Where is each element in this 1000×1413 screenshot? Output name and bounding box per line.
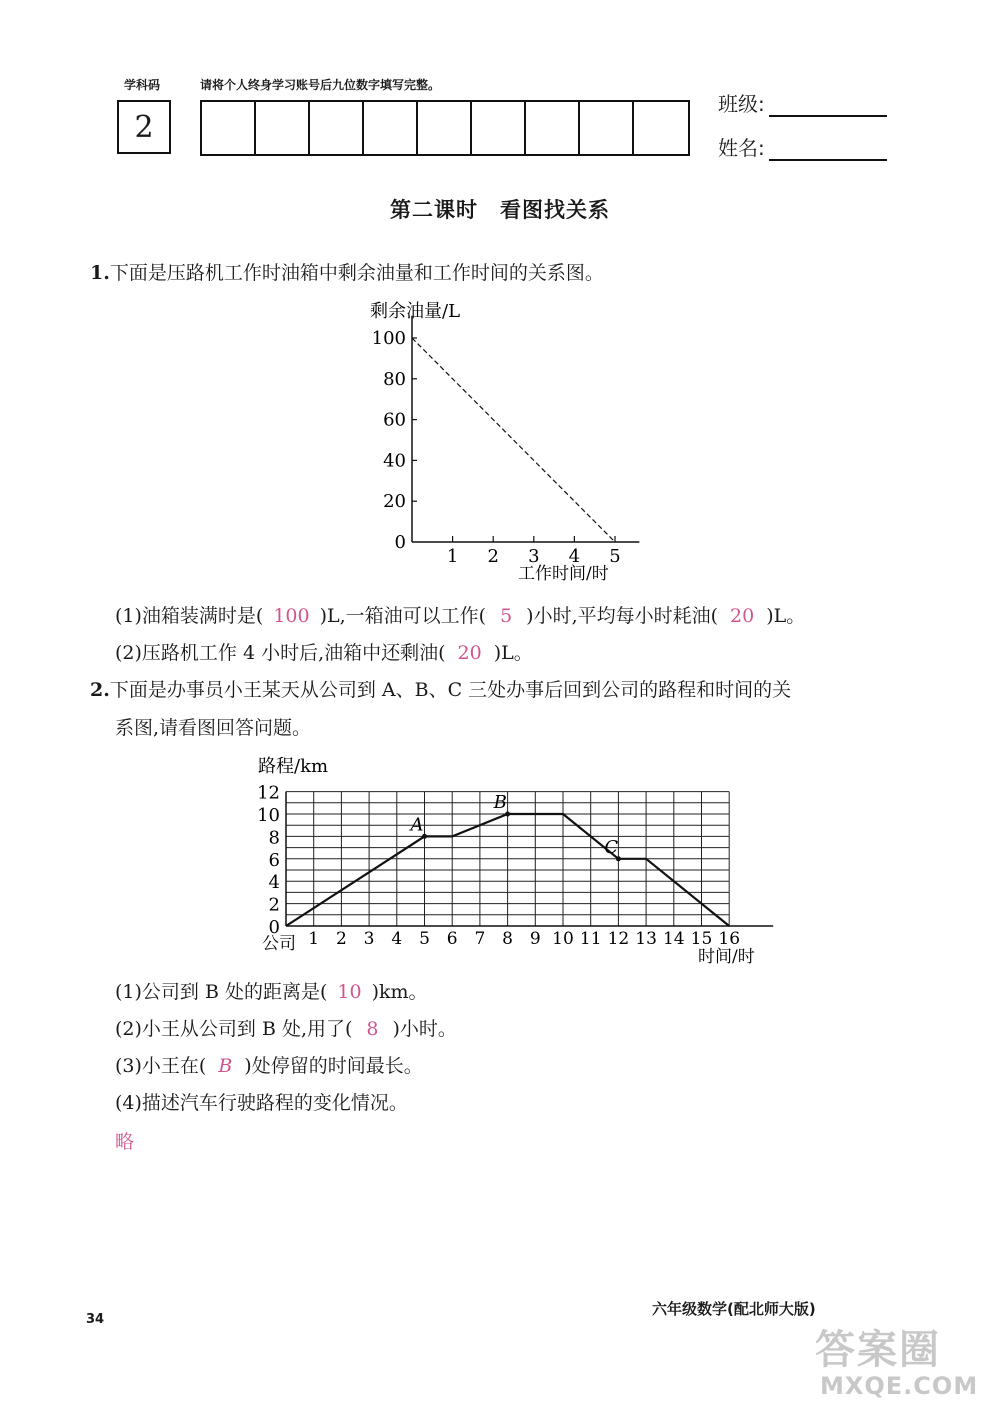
route-chart-y-tick-label: 12	[257, 782, 280, 804]
q1-sub1-answer3: 20	[730, 605, 755, 627]
q2-text-line1	[90, 672, 791, 708]
subject-code-box	[117, 100, 171, 154]
oil-chart-series	[412, 338, 615, 542]
oil-chart-x-tick-label: 3	[528, 546, 540, 567]
page-number: 34	[86, 1312, 105, 1327]
oil-chart-y-tick-label: 100	[371, 328, 406, 349]
route-chart-y-tick-label: 8	[268, 827, 280, 849]
route-chart-x-tick-label: 12	[607, 929, 630, 949]
q2-number: 2.	[90, 679, 110, 701]
route-chart-x-tick-label: 13	[635, 929, 657, 949]
q1-text	[90, 255, 604, 291]
subject-code-value: 2	[134, 109, 154, 145]
q2-stem-line1: 下面是办事员小王某天从公司到 A、B、C 三处办事后回到公司的路程和时间的关	[109, 679, 792, 701]
q2-stem-line2: 系图,请看图回答问题。	[115, 717, 312, 739]
name-blank[interactable]	[769, 139, 887, 161]
q2-sub4: (4)描述汽车行驶路程的变化情况。	[115, 1092, 408, 1114]
oil-chart-y-tick-label: 20	[383, 491, 406, 513]
q1-sub2-suffix: )L。	[493, 642, 533, 664]
oil-chart-x-ticks	[447, 536, 621, 567]
q2-sub3-prefix: (3)小王在(	[115, 1055, 207, 1077]
q2-sub3	[115, 1048, 423, 1084]
route-chart-x-ticks	[308, 929, 740, 949]
route-chart-y-tick-label: 0	[268, 917, 280, 938]
route-chart-y-tick-label: 10	[257, 805, 280, 826]
route-chart-x-tick-label: 11	[579, 929, 602, 949]
digit-box[interactable]	[634, 102, 688, 154]
oil-chart-x-tick-label: 4	[568, 546, 581, 567]
digit-box[interactable]	[526, 102, 580, 154]
oil-chart	[330, 295, 660, 590]
oil-chart-axes	[412, 316, 639, 542]
q2-sub2-suffix: )小时。	[392, 1018, 457, 1040]
route-chart-ylabel: 路程/km	[258, 756, 329, 777]
page-title: 第二课时 看图找关系	[390, 198, 610, 222]
route-chart-x-tick-label: 5	[419, 929, 430, 949]
route-chart-x-tick-label: 6	[446, 929, 458, 949]
route-chart-point-label-A: A	[410, 814, 424, 836]
q1-sub1-answer1: 100	[273, 605, 310, 627]
route-chart-x-tick-label: 8	[502, 929, 514, 949]
digit-box[interactable]	[202, 102, 256, 154]
route-chart-y-tick-label: 6	[268, 849, 280, 871]
q1-sub1-mid2: )小时,平均每小时耗油(	[526, 605, 719, 627]
q1-sub2	[115, 635, 533, 671]
account-digit-boxes[interactable]	[200, 100, 690, 156]
oil-chart-x-tick-label: 5	[609, 546, 621, 567]
route-chart-xlabel: 时间/时	[698, 947, 755, 967]
oil-chart-line	[412, 338, 615, 542]
q1-sub2-answer: 20	[457, 642, 482, 664]
name-label: 姓名:	[718, 136, 765, 160]
q2-sub1	[115, 974, 428, 1010]
digit-box[interactable]	[472, 102, 526, 154]
class-blank[interactable]	[769, 95, 887, 117]
q2-sub1-answer: 10	[337, 981, 362, 1003]
oil-chart-y-ticks	[372, 328, 417, 553]
route-chart-x-tick-label: 7	[474, 929, 486, 949]
class-field[interactable]	[718, 88, 887, 117]
oil-chart-x-tick-label: 2	[487, 546, 499, 567]
route-chart-x-tick-label: 1	[308, 929, 320, 949]
q1-sub1	[115, 598, 805, 634]
name-field[interactable]	[718, 132, 887, 161]
q2-sub1-suffix: )km。	[371, 981, 428, 1003]
watermark-url: MXQE.COM	[820, 1372, 979, 1400]
oil-chart-y-tick-label: 0	[394, 532, 406, 553]
route-chart-x-tick-label: 2	[335, 929, 347, 949]
route-chart-x-tick-label: 4	[391, 929, 403, 949]
route-chart-y-ticks	[257, 783, 280, 938]
q1-number: 1.	[90, 262, 110, 284]
q1-sub1-mid1: )L,一箱油可以工作(	[319, 605, 487, 627]
route-chart-origin-label: 公司	[262, 934, 296, 954]
digit-box[interactable]	[580, 102, 634, 154]
book-title: 六年级数学(配北师大版)	[652, 1300, 816, 1318]
oil-chart-xlabel: 工作时间/时	[518, 564, 609, 584]
q1-sub1-answer2: 5	[500, 605, 513, 627]
q2-sub2-prefix: (2)小王从公司到 B 处,用了(	[115, 1018, 353, 1040]
oil-chart-ylabel: 剩余油量/L	[370, 301, 461, 322]
oil-chart-y-tick-label: 80	[383, 368, 406, 390]
q2-sub3-suffix: )处停留的时间最长。	[244, 1055, 423, 1077]
oil-chart-x-tick-label: 1	[446, 546, 459, 567]
subject-code-label: 学科码	[124, 78, 161, 92]
q2-sub4-answer: 略	[115, 1131, 135, 1153]
q1-sub2-prefix: (2)压路机工作 4 小时后,油箱中还剩油(	[115, 642, 446, 664]
class-label: 班级:	[718, 92, 765, 116]
route-chart-y-tick-label: 4	[268, 872, 280, 894]
route-chart-x-tick-label: 14	[662, 929, 685, 949]
digit-box[interactable]	[310, 102, 364, 154]
digit-box[interactable]	[364, 102, 418, 154]
watermark-logo: 答案圈	[815, 1327, 941, 1373]
route-chart-x-tick-label: 16	[718, 929, 741, 949]
route-chart-x-tick-label: 9	[529, 929, 541, 949]
route-chart-x-tick-label: 10	[552, 929, 574, 949]
route-chart-point-label-B: B	[493, 792, 507, 813]
q2-sub2	[115, 1011, 457, 1047]
digit-box[interactable]	[418, 102, 472, 154]
oil-chart-y-tick-label: 40	[383, 450, 406, 472]
digit-box[interactable]	[256, 102, 310, 154]
route-chart-x-tick-label: 3	[363, 929, 375, 949]
route-chart-point-label-C: C	[604, 836, 619, 858]
q1-stem: 下面是压路机工作时油箱中剩余油量和工作时间的关系图。	[109, 262, 604, 284]
instruction-text: 请将个人终身学习账号后九位数字填写完整。	[200, 78, 441, 92]
route-chart-y-tick-label: 2	[268, 894, 280, 916]
route-chart-x-tick-label: 15	[690, 929, 713, 949]
q1-sub1-suffix: )L。	[766, 605, 806, 627]
q2-sub1-prefix: (1)公司到 B 处的距离是(	[115, 981, 328, 1003]
q1-sub1-prefix: (1)油箱装满时是(	[115, 605, 264, 627]
q2-sub2-answer: 8	[366, 1018, 379, 1040]
route-chart	[250, 752, 790, 972]
q2-sub3-answer: B	[218, 1055, 233, 1077]
oil-chart-y-tick-label: 60	[383, 409, 406, 431]
